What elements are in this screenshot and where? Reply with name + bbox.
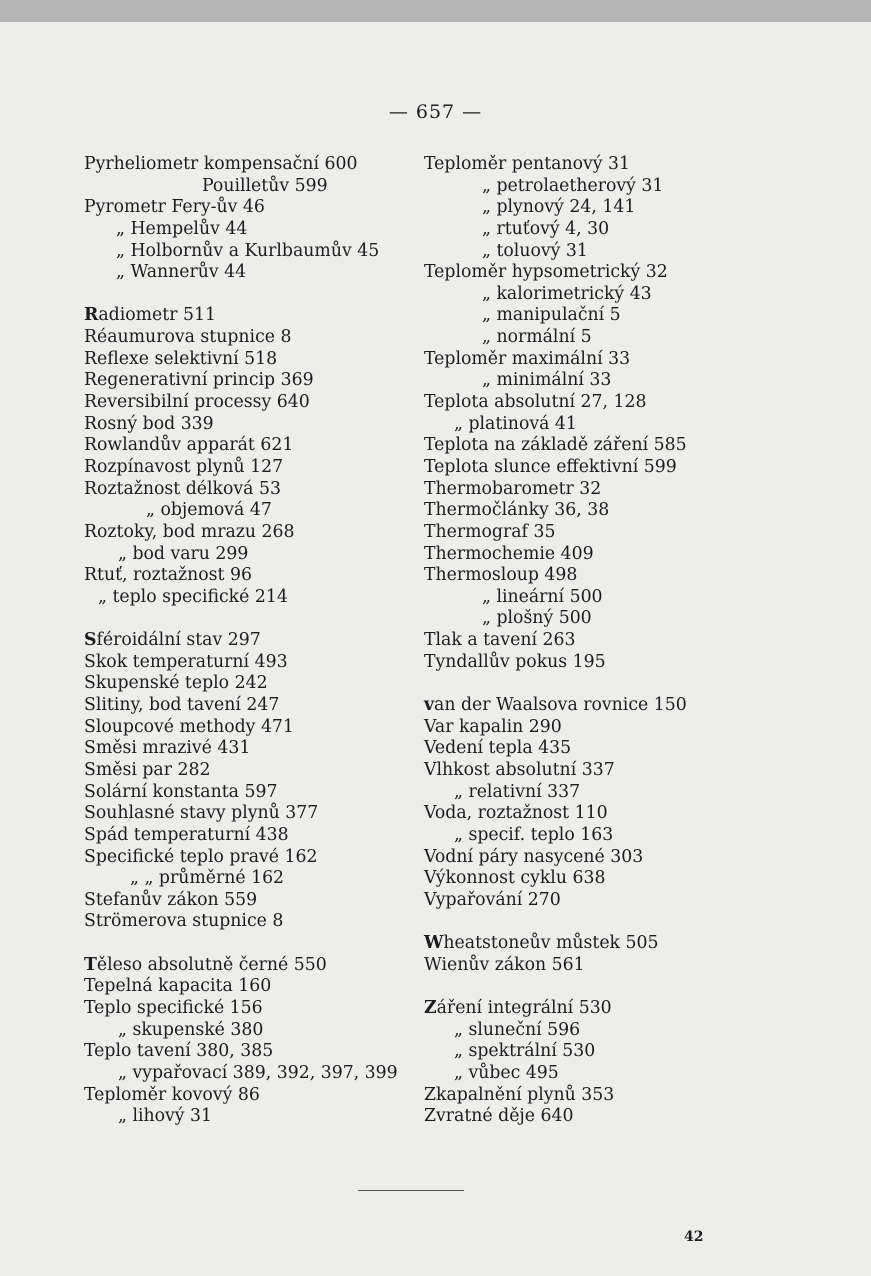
index-entry-text: Wienův zákon 561 — [424, 954, 585, 975]
index-entry — [84, 1106, 414, 1128]
index-entry — [84, 435, 414, 457]
index-entry — [84, 327, 414, 349]
index-entry-text: „ petrolaetherový 31 — [482, 175, 664, 196]
index-entry — [84, 370, 414, 392]
index-entry-text: Teplota slunce effektivní 599 — [424, 456, 677, 477]
index-entry-text: „ plynový 24, 141 — [482, 197, 636, 218]
index-entry — [84, 457, 414, 479]
index-entry-text: Thermograf 35 — [424, 521, 556, 542]
index-entry — [84, 197, 414, 219]
index-entry — [424, 392, 724, 414]
index-entry — [424, 1106, 724, 1128]
index-entry-text: Tyndallův pokus 195 — [424, 651, 606, 672]
index-entry-text: áření integrální 530 — [436, 997, 612, 1018]
index-entry-text: Pyrheliometr kompensační 600 — [84, 154, 358, 174]
index-entry-text: Teplo specifické 156 — [84, 997, 263, 1018]
index-entry — [424, 435, 724, 457]
index-entry-text: „ minimální 33 — [482, 370, 612, 391]
index-entry-text: „ „ průměrné 162 — [130, 868, 285, 889]
index-entry-text: Vodní páry nasycené 303 — [424, 846, 644, 867]
section-gap — [84, 608, 414, 630]
index-entry-text: Reflexe selektivní 518 — [84, 348, 278, 369]
index-entry-text: Rowlandův apparát 621 — [84, 435, 294, 456]
index-entry — [84, 998, 414, 1020]
index-entry — [84, 890, 414, 912]
index-entry-text: „ skupenské 380 — [118, 1019, 264, 1040]
index-entry — [84, 673, 414, 695]
scan-top-border — [0, 0, 871, 22]
index-entry — [424, 197, 724, 219]
index-entry-text: Strömerova stupnice 8 — [84, 911, 284, 932]
index-entry — [424, 717, 724, 739]
index-entry-text: adiometr 511 — [98, 305, 216, 326]
index-entry-text: Pouilletův 599 — [202, 175, 328, 196]
index-entry — [84, 154, 414, 176]
index-entry — [84, 825, 414, 847]
index-entry-text: ěleso absolutně černé 550 — [96, 954, 327, 975]
index-entry-text: „ Wannerův 44 — [116, 262, 247, 283]
index-entry — [424, 370, 724, 392]
index-entry-text: Var kapalin 290 — [424, 716, 562, 737]
index-entry-text: Thermochemie 409 — [424, 543, 594, 564]
index-entry-text: „ bod varu 299 — [118, 543, 249, 564]
index-entry-text: Réaumurova stupnice 8 — [84, 327, 292, 348]
index-entry-text: „ rtuťový 4, 30 — [482, 218, 610, 239]
index-entry-text: „ objemová 47 — [146, 500, 272, 521]
index-entry-text: Teploměr hypsometrický 32 — [424, 262, 668, 283]
index-entry — [84, 717, 414, 739]
index-entry-text: Rosný bod 339 — [84, 413, 214, 434]
index-entry-text: „ sluneční 596 — [454, 1019, 581, 1040]
index-entry-text: Specifické teplo pravé 162 — [84, 846, 318, 867]
index-entry — [424, 933, 724, 955]
printer-signature: 42 — [684, 1229, 704, 1245]
index-entry — [424, 284, 724, 306]
index-entry — [84, 349, 414, 371]
index-entry — [84, 911, 414, 933]
index-entry — [424, 890, 724, 912]
index-entry-text: Teploměr kovový 86 — [84, 1084, 260, 1105]
index-entry-text: Vypařování 270 — [424, 889, 561, 910]
index-entry — [84, 241, 414, 263]
index-entry-text: Solární konstanta 597 — [84, 781, 278, 802]
index-entry-text: Thermosloup 498 — [424, 565, 578, 586]
index-entry-text: Směsi mrazivé 431 — [84, 738, 251, 759]
index-entry-text: „ kalorimetrický 43 — [482, 283, 652, 304]
index-entry — [424, 305, 724, 327]
footer-divider — [358, 1190, 464, 1191]
index-entry — [424, 414, 724, 436]
index-entry-text: Rtuť, roztažnost 96 — [84, 565, 252, 586]
index-column-left — [84, 154, 414, 1128]
index-entry — [424, 327, 724, 349]
index-entry — [424, 803, 724, 825]
index-entry-text: Pyrometr Fery-ův 46 — [84, 197, 265, 218]
index-column-right — [424, 154, 724, 1128]
index-entry — [84, 587, 414, 609]
index-entry — [84, 219, 414, 241]
index-entry-text: Sloupcové methody 471 — [84, 716, 294, 737]
index-entry-text: „ lineární 500 — [482, 586, 603, 607]
index-entry — [84, 262, 414, 284]
index-entry — [424, 695, 724, 717]
section-gap — [84, 933, 414, 955]
index-entry-text: féroidální stav 297 — [96, 630, 261, 651]
index-entry — [424, 1063, 724, 1085]
index-entry-text: Vlhkost absolutní 337 — [424, 759, 615, 780]
index-entry-text: Skok temperaturní 493 — [84, 651, 288, 672]
index-entry — [424, 262, 724, 284]
index-entry-text: Rozpínavost plynů 127 — [84, 456, 284, 477]
index-entry — [84, 630, 414, 652]
index-entry — [424, 479, 724, 501]
index-entry-text: „ vůbec 495 — [454, 1062, 559, 1083]
index-entry — [84, 1063, 414, 1085]
index-entry-text: Teplota na základě záření 585 — [424, 435, 687, 456]
index-entry — [84, 392, 414, 414]
section-initial: W — [424, 933, 444, 954]
index-entry-text: Teploměr maximální 33 — [424, 348, 631, 369]
index-entry — [424, 544, 724, 566]
index-entry — [424, 1020, 724, 1042]
index-entry — [424, 630, 724, 652]
index-entry-text: Thermobarometr 32 — [424, 478, 602, 499]
index-entry — [84, 652, 414, 674]
index-entry-text: Reversibilní processy 640 — [84, 392, 310, 413]
index-entry — [424, 652, 724, 674]
index-entry-text: Výkonnost cyklu 638 — [424, 868, 606, 889]
index-entry-text: heatstoneův můstek 505 — [443, 933, 659, 954]
index-entry-text: Vedení tepla 435 — [424, 738, 572, 759]
index-entry — [424, 154, 724, 176]
index-entry-text: „ toluový 31 — [482, 240, 588, 261]
index-entry — [84, 868, 414, 890]
index-entry — [424, 847, 724, 869]
index-entry — [84, 695, 414, 717]
index-entry-text: „ Holbornův a Kurlbaumův 45 — [116, 240, 380, 261]
index-entry-text: Voda, roztažnost 110 — [424, 803, 608, 824]
index-entry — [84, 760, 414, 782]
index-entry-text: „ lihový 31 — [118, 1106, 213, 1127]
index-entry — [424, 955, 724, 977]
section-initial: S — [84, 630, 97, 651]
index-entry — [84, 803, 414, 825]
index-entry — [84, 305, 414, 327]
index-entry-text: Teplo tavení 380, 385 — [84, 1041, 274, 1062]
index-entry-text: Zvratné děje 640 — [424, 1106, 574, 1127]
index-entry-text: „ plošný 500 — [482, 608, 592, 629]
index-entry — [424, 825, 724, 847]
index-entry — [84, 479, 414, 501]
index-entry — [424, 457, 724, 479]
index-entry — [84, 565, 414, 587]
index-entry — [424, 608, 724, 630]
page-number: — 657 — — [388, 101, 483, 123]
index-entry-text: „ Hempelův 44 — [116, 218, 248, 239]
index-entry — [424, 998, 724, 1020]
index-entry — [84, 1085, 414, 1107]
index-entry-text: an der Waalsova rovnice 150 — [434, 695, 687, 716]
index-entry — [424, 587, 724, 609]
index-entry — [84, 522, 414, 544]
section-gap — [424, 673, 724, 695]
index-entry-text: Thermočlánky 36, 38 — [424, 500, 610, 521]
index-entry — [84, 738, 414, 760]
index-entry-text: Směsi par 282 — [84, 759, 211, 780]
index-entry-text: Teplota absolutní 27, 128 — [424, 392, 647, 413]
index-entry-text: „ manipulační 5 — [482, 305, 621, 326]
index-entry — [84, 976, 414, 998]
index-entry-text: Stefanův zákon 559 — [84, 889, 258, 910]
index-entry — [424, 522, 724, 544]
index-entry-text: Souhlasné stavy plynů 377 — [84, 803, 319, 824]
index-entry — [424, 565, 724, 587]
index-entry — [84, 414, 414, 436]
index-entry — [424, 782, 724, 804]
index-entry — [84, 955, 414, 977]
index-entry — [84, 544, 414, 566]
index-entry-text: Regenerativní princip 369 — [84, 370, 314, 391]
index-entry — [424, 868, 724, 890]
index-entry-text: „ spektrální 530 — [454, 1041, 596, 1062]
index-entry — [84, 1020, 414, 1042]
section-gap — [84, 284, 414, 306]
index-entry — [424, 1041, 724, 1063]
index-entry — [84, 1041, 414, 1063]
index-entry-text: Roztažnost délková 53 — [84, 478, 281, 499]
index-entry-text: Tepelná kapacita 160 — [84, 976, 272, 997]
index-entry-text: Teploměr pentanový 31 — [424, 154, 630, 174]
index-entry — [424, 219, 724, 241]
index-entry — [424, 760, 724, 782]
index-entry-text: „ specif. teplo 163 — [454, 824, 614, 845]
section-initial: Z — [424, 997, 437, 1018]
index-entry-text: Slitiny, bod tavení 247 — [84, 695, 280, 716]
section-gap — [424, 911, 724, 933]
index-entry-text: Skupenské teplo 242 — [84, 673, 268, 694]
index-entry-text: Roztoky, bod mrazu 268 — [84, 521, 295, 542]
index-entry — [424, 1085, 724, 1107]
index-entry — [424, 500, 724, 522]
index-entry — [424, 738, 724, 760]
index-entry — [424, 176, 724, 198]
index-entry — [84, 847, 414, 869]
index-entry — [84, 176, 414, 198]
section-gap — [424, 976, 724, 998]
index-entry-text: „ vypařovací 389, 392, 397, 399 — [118, 1062, 398, 1083]
index-entry-text: „ relativní 337 — [454, 781, 581, 802]
index-entry — [424, 349, 724, 371]
index-entry-text: „ normální 5 — [482, 327, 592, 348]
index-entry-text: Tlak a tavení 263 — [424, 630, 576, 651]
index-entry-text: „ platinová 41 — [454, 413, 577, 434]
index-entry — [84, 782, 414, 804]
section-initial: R — [84, 305, 99, 326]
section-initial: v — [424, 695, 435, 716]
index-entry-text: Zkapalnění plynů 353 — [424, 1084, 615, 1105]
index-entry-text: Spád temperaturní 438 — [84, 824, 289, 845]
index-entry — [424, 241, 724, 263]
index-entry-text: „ teplo specifické 214 — [98, 586, 288, 607]
section-initial: T — [84, 954, 97, 975]
index-entry — [84, 500, 414, 522]
